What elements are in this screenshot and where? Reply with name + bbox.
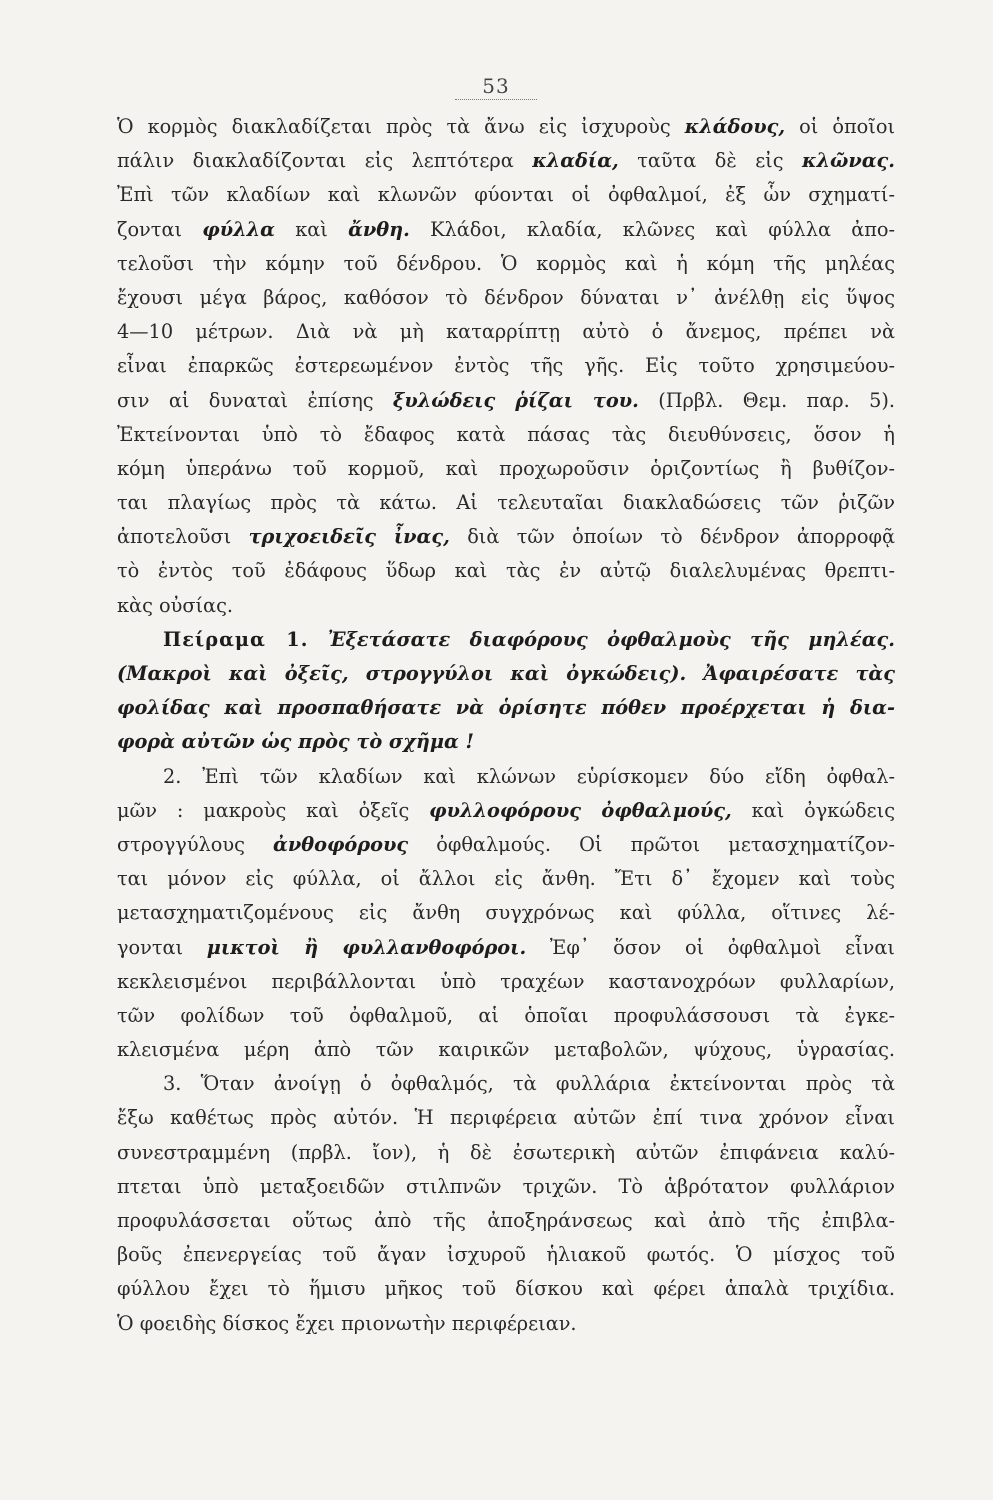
text-line (117, 589, 895, 623)
text-line (117, 452, 895, 486)
text-line (117, 1238, 895, 1272)
text-segment: γονται (117, 935, 207, 959)
text-segment: πάλιν διακλαδίζονται εἰς λεπτότερα (117, 149, 533, 173)
text-line (117, 144, 895, 178)
text-line (117, 1033, 895, 1067)
text-line (117, 1204, 895, 1238)
text-line (117, 623, 895, 657)
emphasized-term: ξυλώδεις ῥίζαι του. (392, 388, 639, 412)
text-segment: μετασχηματιζομένους εἰς ἄνθη συγχρόνως καὶ φύλλα, οἵτινες λέ- (117, 901, 895, 925)
text-segment: τῶν φολίδων τοῦ ὀφθαλμοῦ, αἱ ὁποῖαι προφυλάσσουσι τὰ ἐγκε- (117, 1003, 895, 1027)
text-segment: Ἐφ᾽ ὅσον οἱ ὀφθαλμοὶ εἶναι (526, 935, 895, 959)
text-line (117, 1136, 895, 1170)
text-line (117, 315, 895, 349)
body-text (117, 110, 895, 1341)
text-segment: 3. Ὅταν ἀνοίγῃ ὁ ὀφθαλμός, τὰ φυλλάρια ἐκτείνονται πρὸς τὰ (163, 1072, 895, 1096)
text-line (117, 486, 895, 520)
text-line (117, 110, 895, 144)
text-segment: Ἐπὶ τῶν κλαδίων καὶ κλωνῶν φύονται οἱ ὀφθαλμοί, ἐξ ὧν σχηματί- (117, 183, 895, 207)
text-line (117, 896, 895, 930)
text-line (117, 247, 895, 281)
text-line (117, 384, 895, 418)
text-line (117, 520, 895, 554)
text-segment: βοῦς ἐπενεργείας τοῦ ἄγαν ἰσχυροῦ ἡλιακοῦ φωτός. Ὁ μίσχος τοῦ (117, 1243, 895, 1267)
text-segment: μῶν : μακροὺς καὶ ὀξεῖς (117, 798, 430, 822)
text-line (117, 1067, 895, 1101)
text-segment: καὶ (274, 217, 349, 241)
text-line (117, 657, 895, 691)
text-segment: προφυλάσσεται οὕτως ἀπὸ τῆς ἀποξηράνσεως καὶ ἀπὸ τῆς ἐπιβλα- (117, 1209, 895, 1232)
text-line (117, 999, 895, 1033)
text-segment: καὶ ὀγκώδεις (731, 798, 895, 822)
text-segment: σιν αἱ δυναταὶ ἐπίσης (117, 388, 393, 412)
text-line (117, 760, 895, 794)
text-segment: Ὁ κορμὸς διακλαδίζεται πρὸς τὰ ἄνω εἰς ἰσχυροὺς (117, 115, 685, 138)
text-line (117, 349, 895, 383)
text-line (117, 1272, 895, 1306)
emphasized-term: κλάδους, (684, 115, 786, 138)
emphasized-term: ἄνθη. (348, 217, 410, 241)
text-segment: στρογγύλους (117, 832, 274, 856)
text-segment: (Πρβλ. Θεμ. παρ. 5). (638, 388, 896, 412)
emphasized-term: φορὰ αὐτῶν ὡς πρὸς τὸ σχῆμα ! (117, 730, 474, 754)
text-segment: ζονται (117, 217, 203, 241)
text-segment: Ἐκτείνονται ὑπὸ τὸ ἔδαφος κατὰ πάσας τὰς διευθύνσεις, ὅσον ἡ (117, 422, 895, 446)
emphasized-term: ἀνθοφόρους (273, 832, 409, 856)
text-segment: τελοῦσι τὴν κόμην τοῦ δένδρου. Ὁ κορμὸς καὶ ἡ κόμη τῆς μηλέας (117, 251, 895, 275)
emphasized-term: φύλλα (202, 217, 275, 241)
emphasized-term: κλῶνας. (802, 149, 896, 173)
text-line (117, 1170, 895, 1204)
emphasized-term: (Μακροὶ καὶ ὀξεῖς, στρογγύλοι καὶ ὀγκώδεις). Ἀφαιρέσατε τὰς (117, 662, 895, 685)
emphasized-term: κλαδία, (532, 149, 619, 173)
text-segment: πτεται ὑπὸ μεταξοειδῶν στιλπνῶν τριχῶν. Τὸ ἁβρότατον φυλλάριον (117, 1174, 895, 1198)
text-line (117, 828, 895, 862)
text-segment: κόμη ὑπεράνω τοῦ κορμοῦ, καὶ προχωροῦσιν ὁριζοντίως ἢ βυθίζον- (117, 456, 895, 480)
emphasized-term: μικτοὶ ἢ φυλλανθοφόροι. (206, 935, 527, 959)
text-segment: ται πλαγίως πρὸς τὰ κάτω. Αἱ τελευταῖαι διακλαδώσεις τῶν ῥιζῶν (117, 491, 895, 515)
page-number-underline (455, 99, 537, 100)
text-segment: κλεισμένα μέρη ἀπὸ τῶν καιρικῶν μεταβολῶν, ψύχους, ὑγρασίας. (117, 1038, 895, 1062)
text-line (117, 281, 895, 315)
text-segment: φύλλου ἔχει τὸ ἥμισυ μῆκος τοῦ δίσκου καὶ φέρει ἁπαλὰ τριχίδια. (117, 1277, 895, 1301)
text-segment: 4—10 μέτρων. Διὰ νὰ μὴ καταρρίπτῃ αὐτὸ ὁ ἄνεμος, πρέπει νὰ (117, 320, 895, 344)
emphasized-term: τριχοειδεῖς ἶνας, (248, 525, 450, 549)
text-line (117, 862, 895, 896)
text-line (117, 178, 895, 212)
text-segment: ταῦτα δὲ εἰς (618, 149, 803, 173)
text-segment: οἱ ὁποῖοι (785, 115, 896, 138)
text-line (117, 794, 895, 828)
text-segment: κεκλεισμένοι περιβάλλονται ὑπὸ τραχέων καστανοχρόων φυλλαρίων, (117, 969, 895, 993)
text-segment: κὰς οὐσίας. (117, 593, 233, 617)
text-segment: Κλάδοι, κλαδία, κλῶνες καὶ φύλλα ἀπο- (409, 217, 896, 241)
text-segment: Ὁ φοειδὴς δίσκος ἔχει πριονωτὴν περιφέρειαν. (117, 1311, 577, 1335)
text-segment: ἀποτελοῦσι (117, 525, 249, 549)
text-segment: ὀφθαλμούς. Οἱ πρῶτοι μετασχηματίζον- (408, 832, 895, 856)
emphasized-term: φολίδας καὶ προσπαθήσατε νὰ ὁρίσητε πόθεν προέρχεται ἡ δια- (117, 696, 895, 720)
text-line (117, 418, 895, 452)
text-line (117, 1101, 895, 1135)
text-segment: συνεστραμμένη (πρβλ. ἴον), ἡ δὲ ἐσωτερικὴ αὐτῶν ἐπιφάνεια καλύ- (117, 1140, 895, 1164)
text-segment: ἔχουσι μέγα βάρος, καθόσον τὸ δένδρον δύναται ν᾽ ἀνέλθῃ εἰς ὕψος (117, 285, 895, 309)
text-line (117, 931, 895, 965)
emphasized-term: φυλλοφόρους ὀφθαλμούς, (429, 798, 732, 822)
text-segment: ται μόνον εἰς φύλλα, οἱ ἄλλοι εἰς ἄνθη. Ἔτι δ᾽ ἔχομεν καὶ τοὺς (117, 867, 895, 891)
text-segment: ἔξω καθέτως πρὸς αὐτόν. Ἡ περιφέρεια αὐτῶν ἐπί τινα χρόνον εἶναι (117, 1106, 895, 1130)
text-line (117, 1307, 895, 1341)
text-line (117, 691, 895, 725)
text-line (117, 213, 895, 247)
text-line (117, 554, 895, 588)
experiment-heading: Πείραμα 1. (163, 627, 309, 651)
page-number: 53 (482, 74, 510, 98)
text-segment: 2. Ἐπὶ τῶν κλαδίων καὶ κλώνων εὑρίσκομεν δύο εἴδη ὀφθαλ- (163, 764, 895, 788)
text-segment: εἶναι ἐπαρκῶς ἐστερεωμένον ἐντὸς τῆς γῆς. Εἰς τοῦτο χρησιμεύου- (117, 354, 895, 378)
text-line (117, 965, 895, 999)
text-segment: διὰ τῶν ὁποίων τὸ δένδρον ἀπορροφᾷ (449, 525, 895, 549)
text-segment: τὸ ἐντὸς τοῦ ἐδάφους ὕδωρ καὶ τὰς ἐν αὐτῷ διαλελυμένας θρεπτι- (117, 559, 895, 583)
emphasized-term: Ἐξετάσατε διαφόρους ὀφθαλμοὺς τῆς μηλέας. (308, 627, 895, 651)
text-line (117, 725, 895, 759)
